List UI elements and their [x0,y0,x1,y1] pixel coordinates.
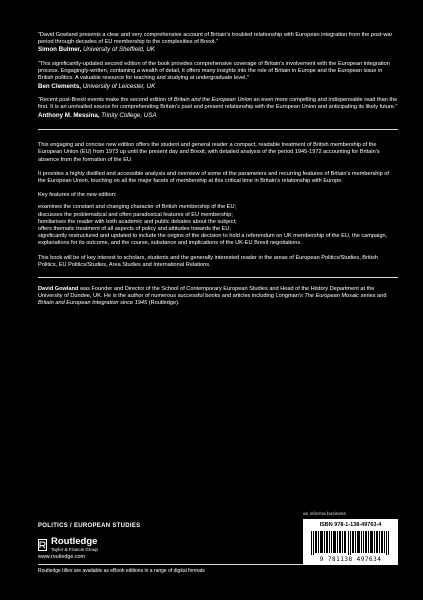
features-heading: Key features of the new edition: [38,192,117,199]
bio-text: (Routledge). [147,300,180,307]
review-3-affiliation: Trinity College, USA [101,111,157,119]
section-divider [38,277,398,278]
series-label: POLITICS / EUROPEAN STUDIES [38,523,141,529]
feature-item: significantly restructured and updated to include the origins of the decision to hold a referendum on UK membership of the EU, the campaign, explanations for its outcome, and the course, substance and implications of the UK-EU Brexit negotiations. [38,233,388,247]
features-list [38,204,398,247]
review-3-text [38,97,398,111]
footer-divider [38,564,398,565]
review-1-affiliation: University of Sheffield, UK [83,46,155,54]
bio-author-name: David Gowland [38,286,79,293]
footer-note: Routledge titles are available as eBook editions in a range of digital formats [38,568,205,574]
review-1-attribution: Simon Bulmer, University of Sheffield, UK [38,46,155,54]
barcode-digits: 9 781138 497634 [319,556,382,563]
review-3-text-end: an even more compelling and indispensable read than the first. It is an unrivalled source for comprehending Britain’s past and present relationship with the European Union and anticipating its likely future.” [38,97,398,111]
publisher-logo-text [51,537,98,553]
publisher-name: Routledge [51,536,98,547]
bio-text: was Founder and Director of the School of Contemporary European Studies and Head of the History Department at the University of Dundee, UK. He is the author of numerous successful books and articles including Longman’s [38,286,375,300]
review-3-author: Anthony M. Messina [38,111,98,119]
feature-item: offers thematic treatment of all aspects of policy and attitudes towards the EU; [38,226,231,233]
publisher-website[interactable]: www.routledge.com [38,554,86,560]
informa-label: an informa business [303,512,346,517]
feature-item: examines the constant and changing character of British membership of the EU; [38,204,237,211]
author-bio [38,286,398,308]
review-2-affiliation: University of Leicester, UK [82,82,156,90]
content-column [38,32,398,315]
routledge-logo-icon [38,539,47,551]
review-2-attribution: Ben Clements, University of Leicester, UK [38,82,156,90]
review-1-author: Simon Bulmer [38,46,80,54]
publisher-group: Taylor & Francis Group [51,547,98,552]
review-2 [38,61,398,90]
review-2-text: “This significantly-updated second edition of the book provides comprehensive coverage of Britain’s involvement with the European integration process. Engagingly-written, containing a wealth of detail, it offers many insights into the role of Britain in Europe and the European issue in British politics. A valuable resource for teaching and studying at undergraduate level.” [38,61,390,82]
description-paragraph-3: This book will be of key interest to scholars, students and the generally interested reader in the areas of European Politics/Studies, British Politics, EU Politics/Studies, Area Studies and International Relations. [38,254,378,268]
review-2-author: Ben Clements [38,82,80,90]
review-3-text-start: “Recent post-Brexit events make the second edition of [38,97,174,104]
bio-book-title: Britain and European Integration since 1945 [38,300,148,307]
feature-item: familiarises the reader with both academic and public debates about the subject; [38,218,237,225]
review-1 [38,32,398,54]
bio-text: series and [359,293,387,300]
publisher-logo [38,537,98,553]
review-3-attribution: Anthony M. Messina, Trinity College, USA [38,111,157,119]
description-paragraph-1: This engaging and concise new edition offers the student and general reader a compact, readable treatment of British membership of the European Union (EU) from 1973 up until the present day and Brexit, with detailed analysis of the period 1945-1972 accounting for Britain’s absence from the formation of the EU. [38,142,380,163]
feature-item: discusses the problematical and often paradoxical features of EU membership; [38,211,233,218]
isbn-label: ISBN 978-1-138-49763-4 [319,522,382,528]
barcode-icon [311,531,391,555]
review-3-book-title: Britain and the European Union [173,97,252,104]
bio-series-title: The European Mosaic [304,293,360,300]
isbn-barcode [303,519,398,565]
review-3 [38,97,398,119]
description-paragraph-2: It provides a highly distilled and accessible analysis and overview of some of the parameters and recurring features of Britain’s membership of the European Union, touching on all the major facets of membership at this critical time in Britain’s relationship with Europe. [38,170,389,185]
review-1-text: “David Gowland presents a clear and very comprehensive account of Britain’s troubled relationship with European integration from the post-war period through decades of EU membership to the complexities of Brexit.” [38,32,393,46]
section-divider [38,129,398,130]
